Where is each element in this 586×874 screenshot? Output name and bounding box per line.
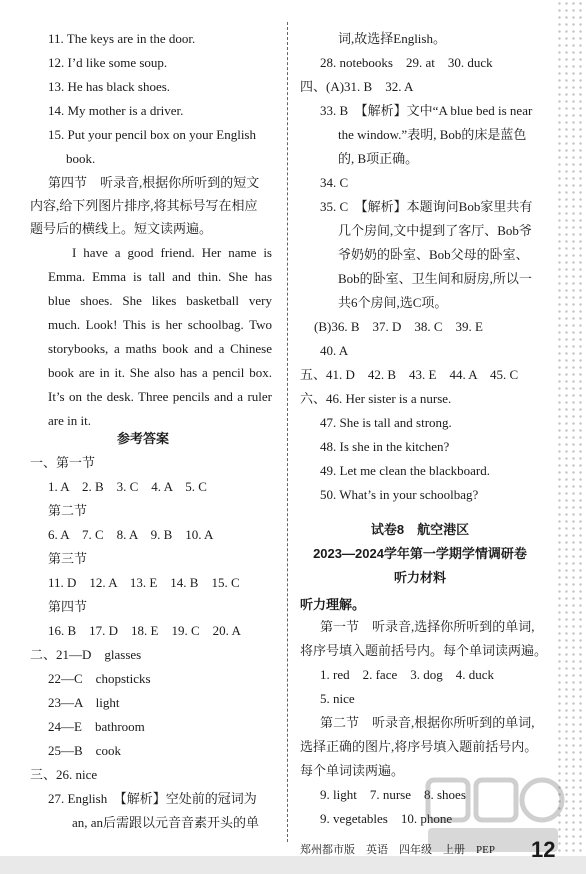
listening-line: 将序号填入题前括号内。每个单词读两遍。 (300, 643, 548, 658)
answer-line: 16. B 17. D 18. E 19. C 20. A (48, 623, 241, 638)
passage-line-3: blue shoes. She likes basketball very (48, 293, 272, 308)
right-line: 34. C (320, 175, 349, 190)
footer-edition: 郑州都市版 英语 四年级 上册 PEP (300, 844, 495, 856)
answer-line: 11. D 12. A 13. E 14. B 15. C (48, 575, 240, 590)
left-line-4: 14. My mother is a driver. (48, 103, 184, 118)
passage-line-4: much. Look! This is her schoolbag. Two (48, 317, 272, 332)
answer-line: 27. English 【解析】空处前的冠词为 (48, 791, 257, 806)
answer-line: 22—C chopsticks (48, 671, 151, 686)
passage-line-7: It’s on the desk. Three pencils and a ruler (48, 389, 272, 404)
left-line-5: 15. Put your pencil box on your English (48, 127, 256, 142)
listening-line: 第二节 听录音,根据你所听到的单词, (320, 715, 535, 730)
answer-line: 二、21—D glasses (30, 647, 142, 662)
listening-line: 每个单词读两遍。 (300, 763, 405, 778)
section-title: 听力材料 (393, 570, 446, 585)
answer-line: 25—B cook (48, 743, 121, 758)
page-number: 12 (531, 837, 556, 862)
left-line-8: 内容,给下列图片排序,将其标号写在相应 (30, 198, 258, 213)
part-label: 听力理解。 (300, 597, 366, 612)
listening-line: 9. vegetables 10. phone (320, 811, 453, 826)
right-line: 33. B 【解析】文中“A blue bed is near (320, 103, 533, 118)
decorative-dot-strip (556, 0, 586, 874)
column-divider (287, 22, 288, 842)
listening-line: 9. light 7. nurse 8. shoes (320, 787, 466, 802)
passage-line-2: Emma. Emma is tall and thin. She has (48, 269, 272, 284)
answer-line: 第二节 (48, 503, 88, 518)
left-line-1: 11. The keys are in the door. (48, 31, 196, 46)
right-line: (B)36. B 37. D 38. C 39. E (314, 319, 484, 334)
right-line: 共6个房间,选C项。 (338, 295, 448, 310)
left-line-9: 题号后的横线上。短文读两遍。 (30, 221, 213, 236)
answer-line: 23—A light (48, 695, 120, 710)
answer-line: 24—E bathroom (48, 719, 145, 734)
listening-line: 1. red 2. face 3. dog 4. duck (320, 667, 495, 682)
right-line: 五、41. D 42. B 43. E 44. A 45. C (300, 367, 519, 382)
right-line: 爷奶奶的卧室、Bob父母的卧室、 (338, 247, 529, 262)
right-line: 几个房间,文中提到了客厅、Bob爷 (338, 223, 532, 238)
right-line: 48. Is she in the kitchen? (320, 439, 450, 454)
listening-line: 5. nice (320, 691, 355, 706)
left-line-2: 12. I’d like some soup. (48, 55, 168, 70)
left-line-7: 第四节 听录音,根据你所听到的短文 (48, 175, 260, 190)
listening-line: 选择正确的图片,将序号填入题前括号内。 (300, 739, 538, 754)
right-line: 35. C 【解析】本题询问Bob家里共有 (320, 199, 533, 214)
right-line: 28. notebooks 29. at 30. duck (320, 55, 493, 70)
answer-line: 第三节 (48, 551, 88, 566)
answer-line: 第四节 (48, 599, 88, 614)
passage-line-5: storybooks, a maths book and a Chinese (48, 341, 272, 356)
right-line: 47. She is tall and strong. (320, 415, 452, 430)
passage-line-1: I have a good friend. Her name is (72, 245, 272, 260)
right-line: the window.”表明, Bob的床是蓝色 (338, 127, 527, 142)
right-line: 49. Let me clean the blackboard. (320, 463, 491, 478)
answer-line: 6. A 7. C 8. A 9. B 10. A (48, 527, 214, 542)
right-line: 的, B项正确。 (338, 151, 419, 166)
answer-line: 1. A 2. B 3. C 4. A 5. C (48, 479, 207, 494)
left-line-6: book. (66, 151, 96, 166)
left-line-3: 13. He has black shoes. (48, 79, 171, 94)
right-line: 40. A (320, 343, 349, 358)
passage-line-6: book are in it. She also has a pencil box. (48, 365, 272, 380)
exam-title: 2023—2024学年第一学期学情调研卷 (313, 546, 527, 561)
answer-line: 一、第一节 (30, 455, 96, 470)
right-line: 六、46. Her sister is a nurse. (300, 391, 452, 406)
right-line: Bob的卧室、卫生间和厨房,所以一 (338, 271, 532, 286)
passage-line-8: are in it. (48, 413, 91, 428)
right-line: 词,故选择English。 (338, 31, 446, 46)
right-line: 四、(A)31. B 32. A (300, 79, 414, 94)
test-title: 试卷8 航空港区 (370, 522, 470, 537)
answer-key-heading: 参考答案 (116, 431, 169, 446)
right-line: 50. What’s in your schoolbag? (320, 487, 479, 502)
answer-line: an, an后需跟以元音音素开头的单 (72, 815, 260, 830)
listening-line: 第一节 听录音,选择你所听到的单词, (320, 619, 535, 634)
footer (0, 837, 586, 867)
answer-line: 三、26. nice (30, 767, 98, 782)
